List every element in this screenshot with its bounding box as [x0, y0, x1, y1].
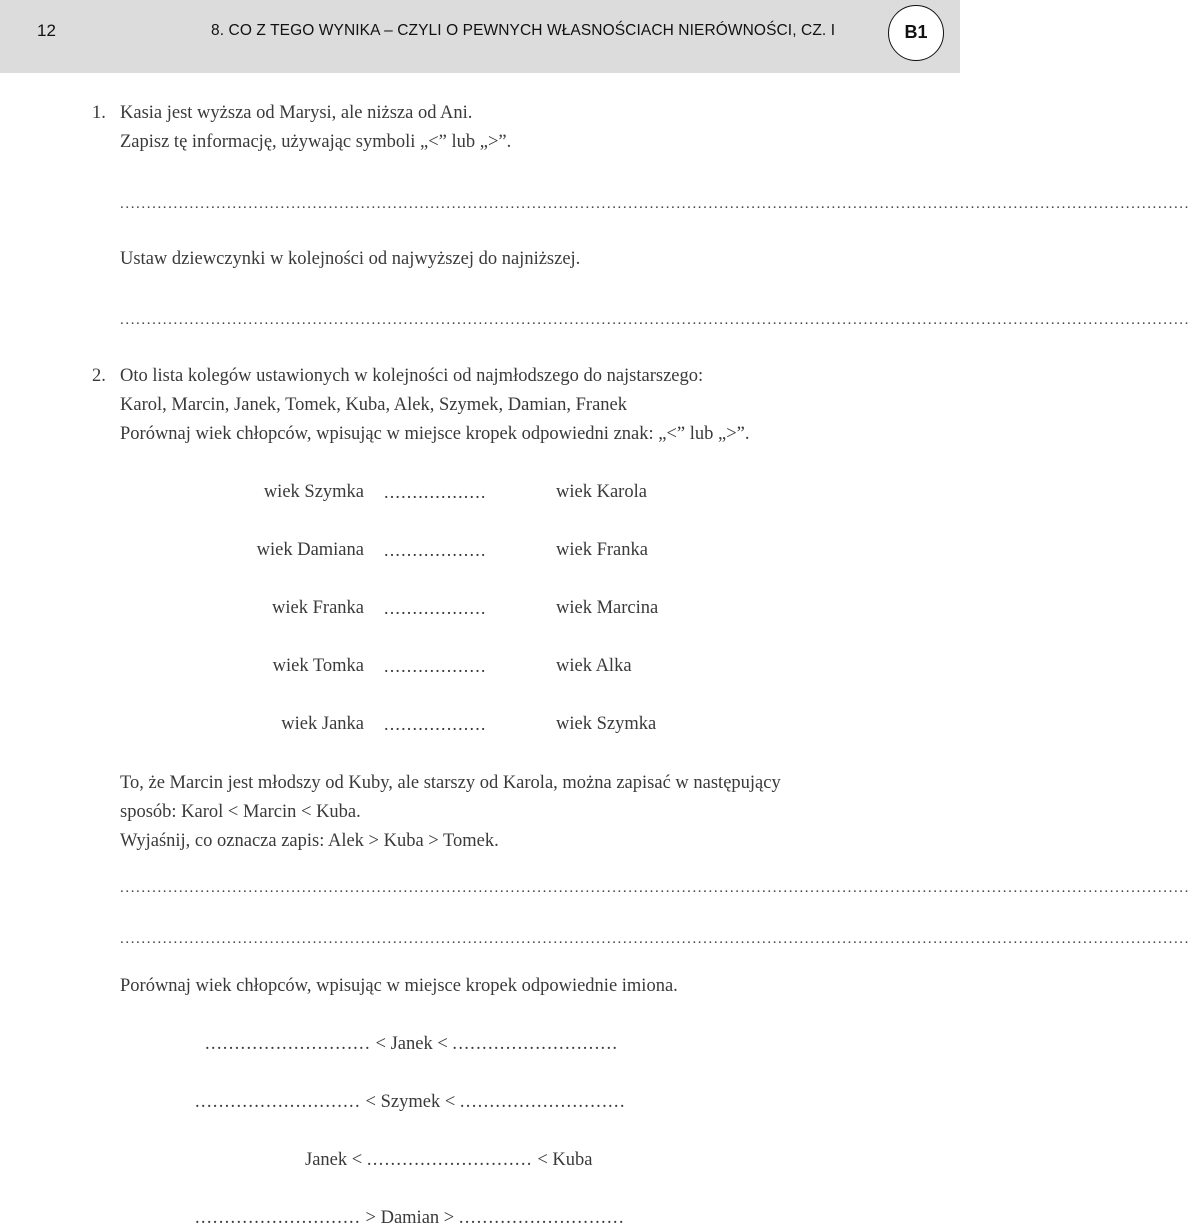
task1-answer-line-2[interactable]: ........................................................................................................................................................................................................: [120, 312, 1190, 328]
comparison-blank[interactable]: ..................: [384, 598, 487, 618]
task2-line3: Porównaj wiek chłopców, wpisując w miejsce kropek odpowiedni znak: „<” lub „>”.: [120, 424, 750, 444]
chain-middle: < Janek <: [370, 1034, 453, 1054]
task1-number: 1.: [92, 103, 106, 123]
comparison-blank[interactable]: ..................: [384, 714, 487, 734]
task1-answer-line-1[interactable]: ........................................................................................................................................................................................................: [120, 196, 1190, 212]
explain-line1: To, że Marcin jest młodszy od Kuby, ale starszy od Karola, można zapisać w następujący: [120, 773, 781, 793]
task1-instruction2: Ustaw dziewczynki w kolejności od najwyższej do najniższej.: [120, 249, 581, 269]
name-blank[interactable]: ............................: [458, 1208, 625, 1228]
comparison-right: wiek Marcina: [556, 598, 659, 618]
comparison-left: wiek Tomka: [272, 656, 364, 676]
level-badge: B1: [888, 5, 944, 61]
comparison-right: wiek Szymka: [556, 714, 657, 734]
comparison-right: wiek Alka: [556, 656, 632, 676]
name-blank[interactable]: ............................: [195, 1092, 361, 1112]
name-chain-row: [195, 1206, 625, 1230]
chain-middle: > Damian >: [360, 1208, 459, 1228]
name-blank[interactable]: ............................: [205, 1034, 371, 1054]
task1-line1: Kasia jest wyższa od Marysi, ale niższa od Ani.: [120, 103, 473, 123]
chain-middle: < Szymek <: [360, 1092, 460, 1112]
name-chain-row: [305, 1148, 592, 1172]
names-instruction: Porównaj wiek chłopców, wpisując w miejsce kropek odpowiednie imiona.: [120, 976, 678, 996]
name-blank[interactable]: ............................: [459, 1092, 626, 1112]
page-header: [0, 0, 960, 73]
task1-line2: Zapisz tę informację, używając symboli „<” lub „>”.: [120, 132, 512, 152]
comparison-blank[interactable]: ..................: [384, 482, 487, 502]
comparison-blank[interactable]: ..................: [384, 540, 487, 560]
task2-number: 2.: [92, 366, 106, 386]
explain-line2: sposób: Karol < Marcin < Kuba.: [120, 802, 361, 822]
task2-line1: Oto lista kolegów ustawionych w kolejności od najmłodszego do najstarszego:: [120, 366, 704, 386]
comparison-left: wiek Damiana: [256, 540, 364, 560]
name-chain-row: [195, 1090, 626, 1114]
comparison-left: wiek Franka: [272, 598, 364, 618]
page-number: 12: [37, 21, 56, 40]
name-chain-row: [205, 1032, 618, 1056]
comparison-right: wiek Karola: [556, 482, 647, 502]
chain-middle: < Kuba: [532, 1150, 593, 1170]
comparison-left: wiek Janka: [281, 714, 364, 734]
comparison-right: wiek Franka: [556, 540, 648, 560]
name-blank[interactable]: ............................: [195, 1208, 361, 1228]
name-blank[interactable]: ............................: [452, 1034, 619, 1054]
chain-start: Janek <: [305, 1150, 367, 1170]
comparison-blank[interactable]: ..................: [384, 656, 487, 676]
task2-answer-line-2[interactable]: ........................................................................................................................................................................................................: [120, 931, 1190, 947]
name-blank[interactable]: ............................: [366, 1150, 533, 1170]
chapter-title: 8. CO Z TEGO WYNIKA – CZYLI O PEWNYCH WŁASNOŚCIACH NIERÓWNOŚCI, CZ. I: [211, 22, 836, 39]
task2-line2: Karol, Marcin, Janek, Tomek, Kuba, Alek, Szymek, Damian, Franek: [120, 395, 627, 415]
comparison-left: wiek Szymka: [263, 482, 364, 502]
explain-line3: Wyjaśnij, co oznacza zapis: Alek > Kuba > Tomek.: [120, 831, 499, 851]
task2-answer-line-1[interactable]: ........................................................................................................................................................................................................: [120, 880, 1190, 896]
